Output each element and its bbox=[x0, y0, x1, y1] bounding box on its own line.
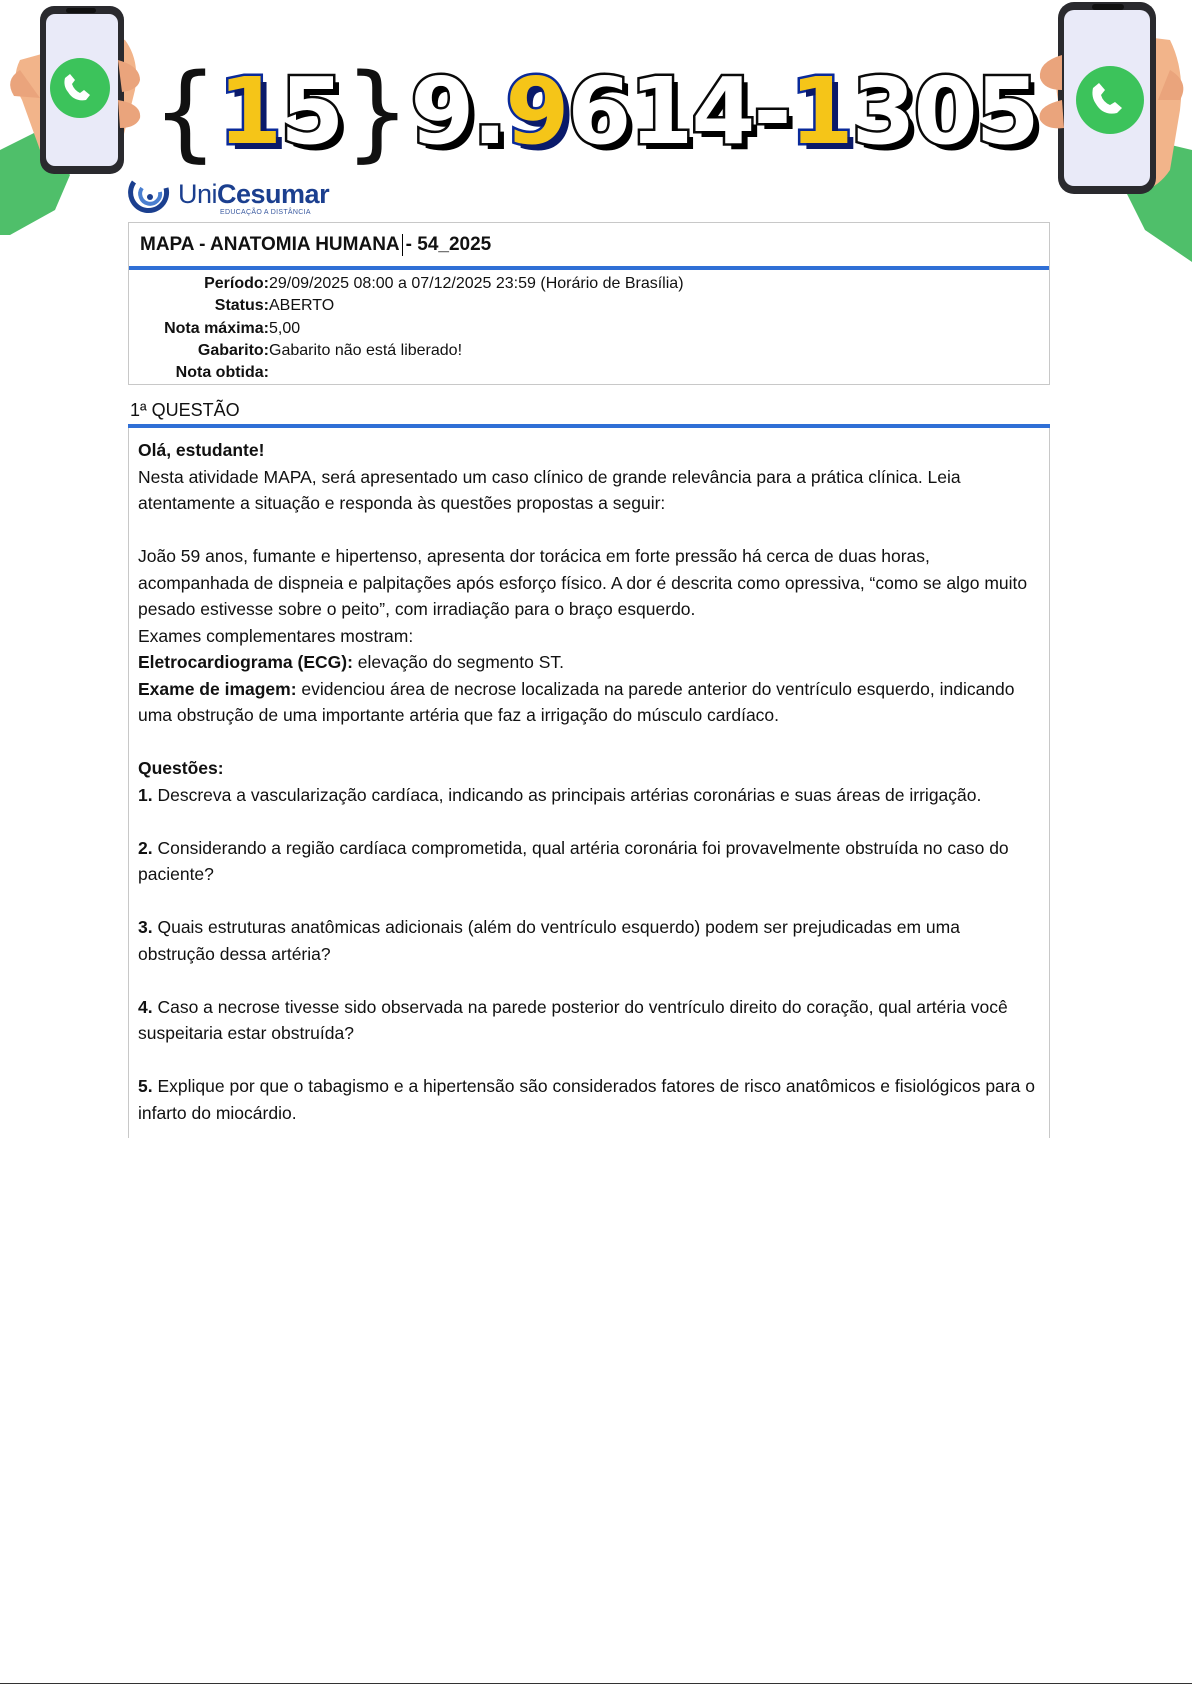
meta-row-answer-key bbox=[129, 340, 1049, 362]
question-text: Considerando a região cardíaca comprometida, qual artéria coronária foi provavelmente obstruída no caso do paciente? bbox=[138, 837, 1009, 884]
assignment-meta bbox=[129, 273, 1049, 384]
logo-name-cesumar: Cesumar bbox=[217, 178, 330, 209]
exams-intro: Exames complementares mostram: bbox=[138, 625, 414, 646]
case-paragraph: João 59 anos, fumante e hipertenso, apresenta dor torácica em forte pressão há cerca de duas horas, acompanhada de dispneia e palpitações após esforço físico. A dor é descrita como opressiva, “como se algo muito pesado estivesse sobre o peito”, com irradiação para o braço esquerdo. bbox=[138, 546, 1028, 619]
question-heading: 1ª QUESTÃO bbox=[130, 400, 240, 420]
assignment-title-main: MAPA - ANATOMIA HUMANA bbox=[140, 233, 400, 255]
meta-row-status bbox=[129, 295, 1049, 317]
digit: 1 bbox=[218, 58, 281, 165]
digit: 3 bbox=[851, 58, 914, 165]
questions-label: Questões: bbox=[138, 758, 224, 778]
meta-value: 5,00 bbox=[269, 319, 301, 337]
question-item bbox=[138, 1073, 1040, 1126]
ecg-label: Eletrocardiograma (ECG): bbox=[138, 652, 353, 672]
meta-value: ABERTO bbox=[269, 297, 335, 315]
logo-name-uni: Uni bbox=[178, 178, 218, 209]
digit: 0 bbox=[913, 58, 976, 165]
question-item bbox=[138, 994, 1040, 1047]
logo-subtitle: EDUCAÇÃO A DISTÂNCIA bbox=[220, 208, 311, 216]
digit: 5 bbox=[280, 58, 343, 165]
brace-close: } bbox=[344, 51, 409, 173]
question-text: Caso a necrose tivesse sido observada na parede posterior do ventrículo direito do coração, qual artéria você suspeitaria estar obstruída? bbox=[138, 996, 1008, 1043]
question-number: 5. bbox=[138, 1076, 153, 1096]
question-item bbox=[138, 914, 1040, 967]
assignment-header-box bbox=[128, 222, 1050, 385]
digit: 6 bbox=[567, 58, 630, 165]
question-body bbox=[128, 428, 1050, 1138]
ecg-text: elevação do segmento ST. bbox=[352, 652, 565, 672]
digit: 5 bbox=[975, 58, 1038, 165]
imaging-label: Exame de imagem: bbox=[138, 678, 297, 699]
meta-value: 29/09/2025 08:00 a 07/12/2025 23:59 (Horário de Brasília) bbox=[269, 275, 684, 293]
question-text: Quais estruturas anatômicas adicionais (além do ventrículo esquerdo) podem ser prejudicadas em uma obstrução dessa artéria? bbox=[138, 917, 960, 964]
question-text: Descreva a vascularização cardíaca, indicando as principais artérias coronárias e suas áreas de irrigação. bbox=[152, 784, 982, 805]
digit: 9 bbox=[410, 58, 473, 165]
digit: 4 bbox=[691, 58, 754, 165]
question-number: 1. bbox=[138, 784, 153, 805]
digit: 1 bbox=[629, 58, 692, 165]
meta-label: Nota obtida: bbox=[175, 364, 269, 382]
text-cursor bbox=[402, 234, 403, 256]
greeting: Olá, estudante! bbox=[138, 440, 265, 460]
unicesumar-logo-icon bbox=[128, 178, 172, 218]
ecg-line bbox=[138, 649, 1040, 676]
digit: 9 bbox=[505, 58, 568, 165]
page-bottom-rule bbox=[0, 1683, 1192, 1684]
assignment-title-code: - 54_2025 bbox=[405, 233, 492, 255]
meta-label: Nota máxima: bbox=[164, 319, 269, 337]
intro-paragraph: Nesta atividade MAPA, será apresentado um caso clínico de grande relevância para a prática clínica. Leia atentamente a situação e responda às questões propostas a seguir: bbox=[138, 466, 961, 513]
meta-row-period bbox=[129, 273, 1049, 295]
imaging-line bbox=[138, 676, 1040, 729]
phone-banner bbox=[0, 0, 1192, 260]
meta-label: Gabarito: bbox=[197, 342, 269, 360]
digit-separator: . bbox=[472, 58, 506, 165]
meta-label: Status: bbox=[214, 297, 269, 315]
question-number: 4. bbox=[138, 996, 153, 1017]
digit-separator: - bbox=[753, 58, 790, 165]
question-number: 2. bbox=[138, 837, 153, 858]
digit: 1 bbox=[789, 58, 852, 165]
meta-row-grade-obtained bbox=[129, 362, 1049, 384]
assignment-title bbox=[129, 223, 1049, 270]
meta-value: Gabarito não está liberado! bbox=[269, 342, 463, 360]
brace-open: { bbox=[152, 51, 217, 173]
phone-in-hand-right-icon bbox=[1030, 0, 1192, 265]
question-item bbox=[138, 835, 1040, 888]
unicesumar-logo bbox=[128, 178, 329, 218]
question-item bbox=[138, 782, 1040, 809]
meta-label: Período: bbox=[204, 275, 269, 293]
imaging-text: evidenciou área de necrose localizada na parede anterior do ventrículo esquerdo, indicando uma obstrução de uma importante artéria que faz a irrigação do músculo cardíaco. bbox=[138, 678, 1015, 725]
logo-name bbox=[178, 178, 330, 209]
question-number: 3. bbox=[138, 917, 153, 937]
phone-number-text bbox=[150, 52, 1038, 172]
meta-row-max-grade bbox=[129, 318, 1049, 340]
question-text: Explique por que o tabagismo e a hipertensão são considerados fatores de risco anatômicos e fisiológicos para o infarto do miocárdio. bbox=[138, 1076, 1035, 1123]
